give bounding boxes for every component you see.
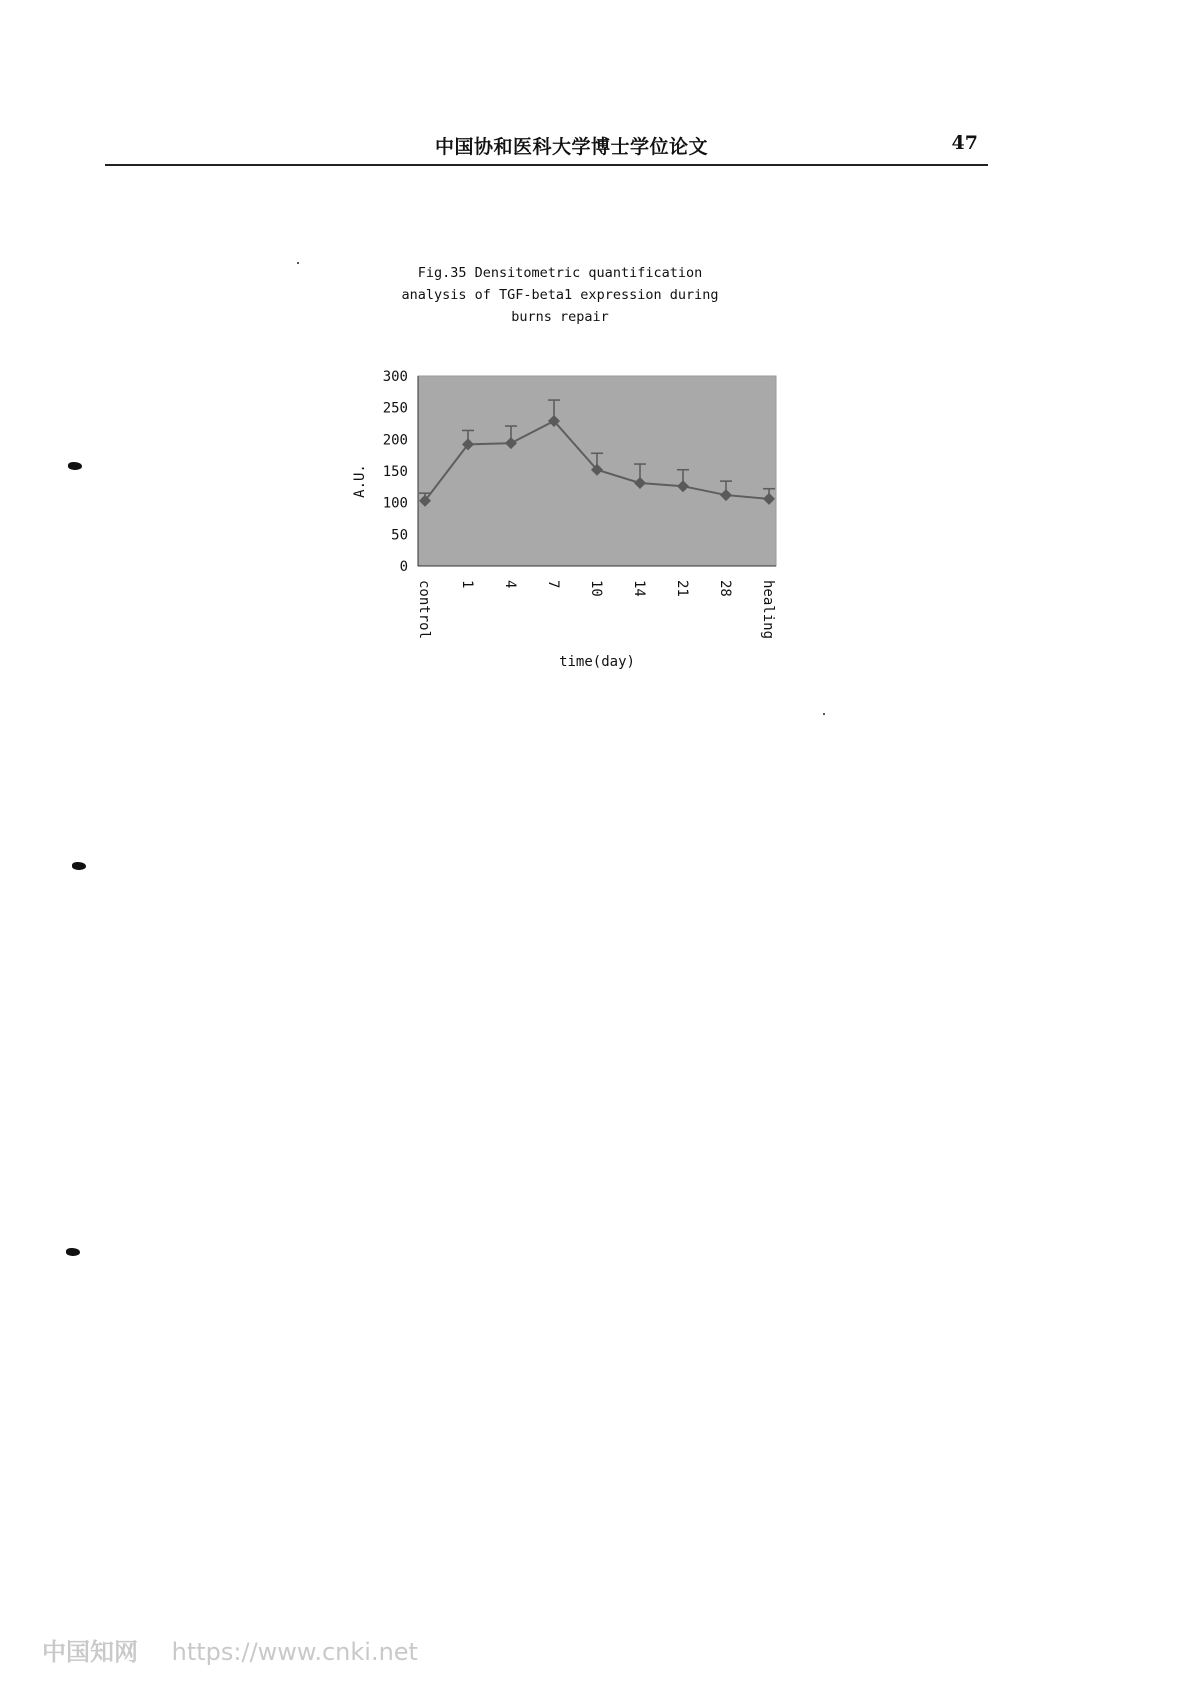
x-tick-label: 7 <box>545 580 561 589</box>
caption-line-1: Fig.35 Densitometric quantification <box>417 265 703 281</box>
x-tick-label: 28 <box>717 580 733 597</box>
y-tick-label: 50 <box>391 527 408 544</box>
chart-svg <box>340 360 800 690</box>
scan-speck <box>823 713 825 715</box>
watermark-url: https://www.cnki.net <box>171 1638 418 1666</box>
x-axis-label: time(day) <box>559 654 635 670</box>
caption-line-2: analysis of TGF-beta1 expression during <box>401 287 719 303</box>
page-header <box>105 132 988 166</box>
header-title: 中国协和医科大学博士学位论文 <box>435 136 709 158</box>
x-tick-label: healing <box>760 580 776 640</box>
y-tick-label: 150 <box>382 464 408 480</box>
figure-caption <box>360 262 760 328</box>
y-tick-label: 100 <box>382 495 408 512</box>
x-tick-label: 14 <box>631 580 647 597</box>
x-tick-label: 4 <box>502 580 518 589</box>
x-tick-label: control <box>416 580 432 640</box>
x-tick-label: 10 <box>588 580 604 597</box>
caption-line-3: burns repair <box>511 309 609 325</box>
page-number: 47 <box>951 132 978 154</box>
y-axis-label: A.U. <box>352 464 368 498</box>
x-tick-label: 1 <box>459 580 475 589</box>
watermark-footer <box>42 1632 418 1667</box>
x-tick-label: 21 <box>674 580 690 597</box>
y-tick-label: 250 <box>382 400 408 417</box>
line-chart <box>340 360 800 690</box>
y-tick-label: 300 <box>382 369 408 385</box>
binding-hole-mark <box>68 462 82 470</box>
y-tick-label: 200 <box>382 432 408 449</box>
watermark-site-name: 中国知网 <box>42 1638 138 1666</box>
y-tick-label: 0 <box>399 559 408 575</box>
binding-hole-mark <box>72 862 86 870</box>
scan-speck <box>297 262 299 264</box>
binding-hole-mark <box>66 1248 80 1256</box>
